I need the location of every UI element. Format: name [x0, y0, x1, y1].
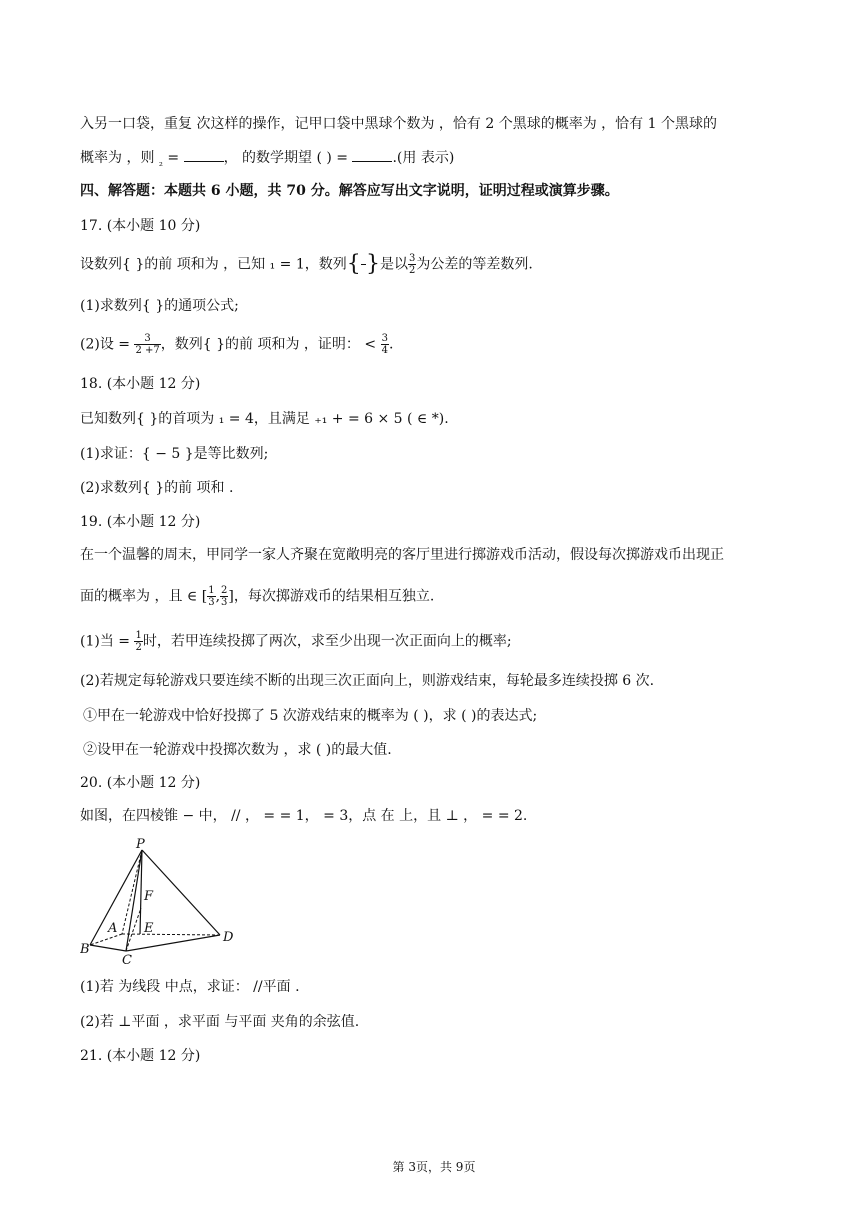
text: (1)若 为线段 中点，求证： //平面 .	[80, 979, 300, 995]
text-line	[80, 253, 533, 276]
text-line	[80, 296, 239, 316]
text: (1)求数列{ }的通项公式;	[80, 298, 239, 314]
text: 如图，在四棱锥 − 中， // ， = = 1， = 3，点 在 上，且 ⊥ ， = = 2.	[80, 808, 528, 824]
text-line	[83, 706, 537, 726]
text-line	[80, 671, 654, 691]
text-line	[80, 1012, 359, 1032]
text: (1)当 =	[80, 633, 135, 650]
section-heading	[80, 181, 619, 201]
text: =	[162, 150, 184, 166]
text: ②设甲在一轮游戏中投掷次数为 ，求 ( )的最大值.	[83, 742, 392, 758]
text: (2)设 =	[80, 336, 135, 353]
label-E: E	[144, 921, 154, 936]
brace-left: {	[346, 251, 361, 277]
text: 面的概率为 ，且 ∈ [	[80, 588, 208, 605]
label-P: P	[136, 838, 145, 852]
text-line	[80, 545, 724, 565]
label-B: B	[80, 942, 90, 957]
text: 17. (本小题 10 分)	[80, 218, 201, 234]
edge-CD	[126, 935, 220, 951]
text-line	[80, 333, 393, 356]
text: 概率为 ，则	[80, 150, 159, 166]
text-line	[80, 114, 717, 134]
text-line	[80, 147, 454, 170]
fraction: $\frac{1}{2}$	[135, 630, 142, 653]
text: 20. (本小题 12 分)	[80, 775, 201, 791]
text: ①甲在一轮游戏中恰好投掷了 5 次游戏结束的概率为 ( )，求 ( )的表达式;	[83, 708, 538, 724]
comma: ,	[215, 588, 221, 605]
edge-PA	[122, 850, 142, 934]
text: 已知数列{ }的首项为 ₁ = 4，且满足 ₊₁ + = 6 × 5 ( ∈ *).	[80, 411, 449, 427]
text-line	[80, 444, 268, 464]
text-line	[80, 630, 512, 653]
fraction: $\frac{2}{3}$	[221, 585, 228, 608]
text: 四、解答题：本题共 6 小题，共 70 分。解答应写出文字说明，证明过程或演算步骤。	[80, 183, 619, 199]
text: (2)若规定每轮游戏只要连续不断的出现三次正面向上，则游戏结束，每轮最多连续投掷 6 次.	[80, 673, 655, 689]
question-number	[80, 1046, 200, 1066]
text: (1)求证：{ − 5 }是等比数列;	[80, 446, 269, 462]
edge-CF	[126, 908, 141, 951]
question-number	[80, 512, 200, 532]
fraction: $\frac{3}{2 +7}$	[135, 333, 160, 356]
question-number	[80, 374, 200, 394]
text: 在一个温馨的周末，甲同学一家人齐聚在宽敞明亮的客厅里进行掷游戏币活动，假设每次掷游戏币出现正	[80, 547, 724, 563]
text-line	[80, 409, 449, 429]
text: 21. (本小题 12 分)	[80, 1048, 201, 1064]
text-line	[80, 806, 527, 826]
text: ，数列{ }的前 项和为 ，证明： <	[160, 336, 381, 353]
label-C: C	[122, 953, 132, 968]
fraction: $\frac{3}{2}$	[408, 253, 416, 276]
text: 是以	[379, 256, 408, 273]
text: .	[388, 336, 394, 353]
answer-blank	[352, 147, 392, 162]
brace-right: }	[365, 251, 380, 277]
answer-blank	[184, 147, 224, 162]
text: (2)若 ⊥平面 ，求平面 与平面 夹角的余弦值.	[80, 1014, 360, 1030]
text: .(用 表示)	[392, 150, 455, 166]
label-A: A	[108, 921, 118, 936]
edge-BC	[90, 945, 126, 951]
fraction: $\frac{1}{3}$	[208, 585, 215, 608]
fraction: $\frac{3}{4}$	[381, 333, 388, 356]
label-F: F	[144, 889, 154, 904]
text: 为公差的等差数列.	[416, 256, 533, 273]
text: 19. (本小题 12 分)	[80, 514, 201, 530]
text-line	[83, 740, 392, 760]
subscript: ₂	[158, 158, 163, 169]
text: 设数列{ }的前 项和为 ，已知 ₁ = 1，数列	[80, 256, 347, 273]
text-line	[80, 478, 233, 498]
text: (2)求数列{ }的前 项和 .	[80, 480, 234, 496]
question-number	[80, 773, 200, 793]
pyramid-figure	[80, 838, 250, 968]
question-number	[80, 216, 200, 236]
text-line	[80, 977, 300, 997]
label-D: D	[223, 930, 234, 945]
edge-PD	[142, 850, 220, 935]
text-line	[80, 585, 434, 608]
page-footer: 第 3页，共 9页	[392, 1160, 476, 1174]
edge-AD	[122, 934, 220, 935]
text: 时，若甲连续投掷了两次，求至少出现一次正面向上的概率;	[142, 633, 512, 650]
text: 18. (本小题 12 分)	[80, 376, 201, 392]
text: ]，每次掷游戏币的结果相互独立.	[228, 588, 435, 605]
text: ， 的数学期望 ( ) =	[223, 150, 353, 166]
text: 入另一口袋，重复 次这样的操作，记甲口袋中黑球个数为 ，恰有 2 个黑球的概率为 ，恰有 1 个黑球的	[80, 116, 717, 132]
